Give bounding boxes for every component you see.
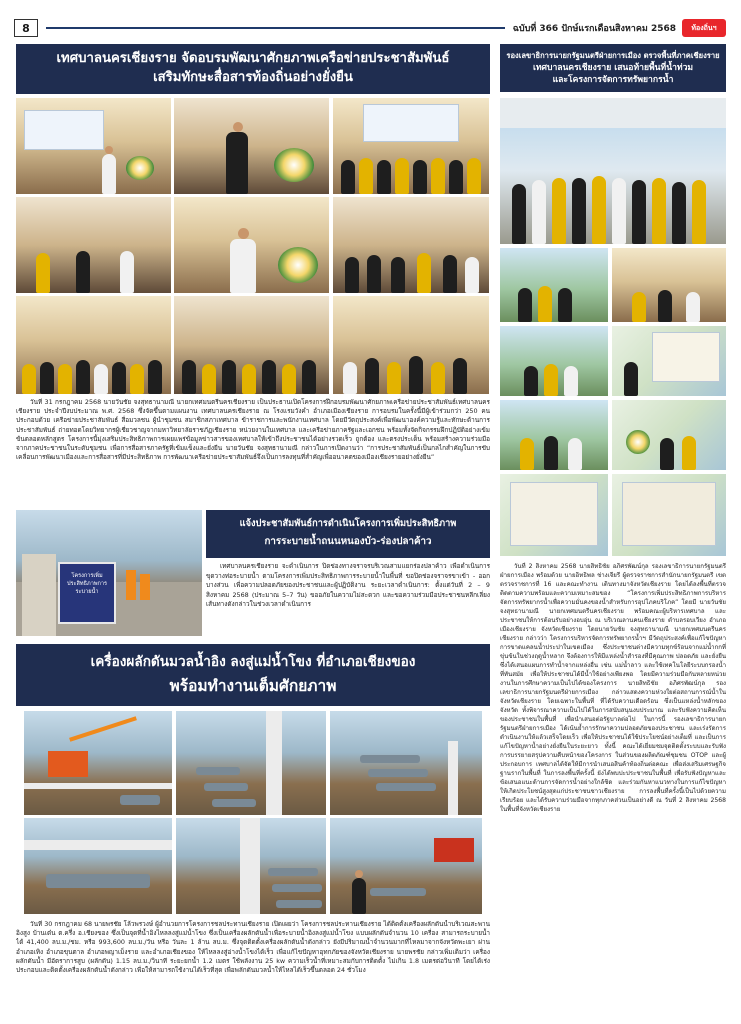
photo-opening-speech bbox=[16, 98, 171, 194]
article3-body: วันที่ 30 กรกฎาคม 68 นายพรชัย โล้วพรวงษ์ ผู้อำนวยการโครงการชลประทานเชียงราย เปิดเผยว่า โครงการชลประทานเชียงราย ได้ติดตั้งเครื่องผลักดันน้ำบริเวณสะพานอิงสูง บ้านเต๋น ต.ครึ่ง อ.เชียงของ ซึ่งเป็นจุดที่น้ำอิงไหลลงสู่แม่น้ำโขง ซึ่งเป็นเครื่องผลักดันน้ำเพื่อระบายน้ำอิงลงสู่แม่น้ำโขง แบบผลักดันจำนวน 10 เครื่อง สามารถระบายน้ำได้ 41,400 ลบ.ม./ชม. หรือ 993,600 ลบ.ม./วัน หรือ วันละ 1 ล้าน ลบ.ม. ซึ่งจุดติดตั้งเครื่องผลักดันน้ำดังกล่าว ยังมีปริมาณน้ำจำนวนมากที่ไหลมาจากจังหวัดพะเยา ผ่านอำเภอเทิง อำเภอขุนตาล อำเภอพญาเม็งราย และอำเภอเชียงของ ให้ไหลลงสู่อ่างน้ำโขงได้เร็ว เพื่อแก้ไขปัญหาอุทกภัยของจังหวัดเชียงราย นายพรชัย กล่าวเพิ่มเติมว่า เครื่องผลักดันน้ำ มีอัตราการสูบ (ผลักดัน) 1.15 ลบ.ม./วินาที ระยะยกน้ำ 1.2 เมตร ใช้พลังงาน 25 kw ความเร็วน้ำที่เหมาะสมกับการติดตั้ง ไม่เกิน 1.8 เมตรต่อวินาที โดยได้เร่งประกอบและติดตั้งเครื่องผลักดันน้ำดังกล่าว เพื่อให้สามารถใช้งานได้เร็วที่สุด เพื่อพลักดันมวลน้ำให้ไหลได้เร็วขึ้นตลอด 24 ชั่วโมง bbox=[16, 920, 490, 975]
article2-body: เทศบาลนครเชียงราย จะดำเนินการ ปิดช่องทางจราจรบริเวณสามแยกร่องปลาค้าว เพื่อดำเนินการ ขุดวางท่อระบายน้ำ ตามโครงการเพิ่มประสิทธิภาพการระบายน้ำในพื้นที่ ขอปิดช่องจราจรขาเข้า - ออก บางส่วน เพื่อความปลอดภัยของประชาชนและผู้ปฏิบัติงาน ระยะเวลาดำเนินการ: ตั้งแต่วันที่ 2 – 9 สิงหาคม 2568 (ประมาณ 5–7 วัน) ขออภัยในความไม่สะดวก และขอความร่วมมือประชาชนหลีกเลี่ยงเส้นทางดังกล่าวในช่วงเวลาดำเนินการ bbox=[206, 562, 490, 609]
article2-title-line1: แจ้งประชาสัมพันธ์การดำเนินโครงการเพิ่มประสิทธิภาพ bbox=[239, 518, 457, 529]
photo-crane-truck bbox=[24, 711, 172, 815]
photo-audience-right bbox=[333, 296, 489, 394]
photo-mayor-speaking bbox=[174, 197, 329, 293]
photo-seated-guests bbox=[16, 197, 171, 293]
page-number: 8 bbox=[14, 19, 38, 37]
article1-title-line1: เทศบาลนครเชียงราย จัดอบรมพัฒนาศักยภาพเครือข่ายประชาสัมพันธ์ bbox=[56, 51, 450, 66]
photo-presentation bbox=[500, 400, 608, 470]
page-header bbox=[14, 18, 726, 38]
article2-title bbox=[206, 510, 490, 558]
photo-otop-table bbox=[612, 400, 726, 470]
article1-body: วันที่ 31 กรกฎาคม 2568 นายวันชัย จงสุทธานามณี นายกเทศมนตรีนครเชียงราย เป็นประธานเปิดโครงการฝึกอบรมพัฒนาศักยภาพเครือข่ายประชาสัมพันธ์เทศบาลนครเชียงราย ประจำปีงบประมาณ พ.ศ. 2568 ซึ่งจัดขึ้นตามแผนงาน เทศบาลนครเชียงราย ณ โรงแรมวังคำ อำเภอเมืองเชียงราย การอบรมในครั้งนี้มีผู้เข้าร่วมกว่า 250 คน ประกอบด้วย เครือข่ายประชาสัมพันธ์ สื่อมวลชน ผู้นำชุมชน สมาชิกสภาเทศบาล ข้าราชการและพนักงานเทศบาล โดยมีวัตถุประสงค์เพื่อพัฒนาองค์ความรู้และทักษะด้านการประชาสัมพันธ์ ถ่ายทอดโดยวิทยากรผู้เชี่ยวชาญจากมหาวิทยาลัยราชภัฏเชียงราย หน่วยงานในเทศบาล และเครือข่ายภาครัฐและเอกชน พร้อมทั้งจัดกิจกรรมฝึกปฏิบัติอย่างเข้มข้นตลอดหลักสูตร โครงการนี้มุ่งเสริมประสิทธิภาพการเผยแพร่ข้อมูลข่าวสารของเทศบาลให้เข้าถึงประชาชนได้อย่างรวดเร็ว ถูกต้อง และตรงประเด็น พร้อมสร้างความร่วมมือจากภาคประชาชนในระดับชุมชน เพื่อการสื่อสารภาครัฐที่เข้มแข็งและยั่งยืน นายวันชัย จงสุทธานามณี กล่าวในการเปิดงานว่า “การประชาสัมพันธ์เป็นกลไกสำคัญในการขับเคลื่อนการพัฒนาเมืองและการสื่อสารที่มีประสิทธิภาพ การพัฒนาเครือข่ายประชาสัมพันธ์จึงเป็นการลงทุนที่สำคัญเพื่ออนาคตของเมืองเชียงรายอย่างยั่งยืน” bbox=[16, 398, 490, 462]
photo-group-stage bbox=[333, 98, 489, 194]
article3-title-line2: พร้อมทำงานเต็มศักยภาพ bbox=[169, 677, 337, 695]
photo-project-map bbox=[612, 326, 726, 396]
article2-title-line2: การระบายน้ำถนนหนองบัว-ร่องปลาค้าว bbox=[264, 536, 432, 547]
photo-mayor-podium bbox=[174, 98, 329, 194]
sidebar-title-line2: เทศบาลนครเชียงราย เสนอท้ายพื้นที่น้ำท่วม bbox=[532, 63, 694, 73]
article3-title bbox=[16, 644, 490, 706]
sidebar-title-line3: และโครงการจัดการทรัพยากรน้ำ bbox=[552, 75, 674, 85]
article1-title-line2: เสริมทักษะสื่อสารท้องถิ่นอย่างยั่งยืน bbox=[153, 70, 353, 85]
photo-pumps-river bbox=[330, 711, 482, 815]
article1-title bbox=[16, 44, 490, 94]
photo-workers-site bbox=[330, 818, 482, 914]
photo-meeting-table bbox=[612, 248, 726, 322]
issue-line: ฉบับที่ 366 ปักษ์แรกเดือนสิงหาคม 2568 bbox=[512, 24, 676, 34]
road-sign bbox=[58, 562, 116, 624]
road-sign-text: โครงการเพิ่มประสิทธิภาพการระบายน้ำ bbox=[66, 573, 108, 595]
header-rule bbox=[46, 27, 505, 29]
sidebar-title bbox=[500, 44, 726, 92]
photo-road-work bbox=[16, 510, 202, 636]
photo-riverbank bbox=[500, 326, 608, 396]
photo-map-board-1 bbox=[500, 474, 608, 556]
photo-front-row bbox=[333, 197, 489, 293]
photo-audience-left bbox=[16, 296, 171, 394]
photo-pump-row bbox=[176, 818, 326, 914]
photo-pumps-bridge bbox=[176, 711, 326, 815]
photo-group-tent bbox=[500, 98, 726, 244]
photo-flooded-bridge bbox=[24, 818, 172, 914]
photo-map-board-2 bbox=[612, 474, 726, 556]
photo-audience-center bbox=[174, 296, 329, 394]
sidebar-body: วันที่ 2 สิงหาคม 2568 นายสิทธิชัย อภิศรพัฒน์กุล รองเลขาธิการนายกรัฐมนตรีฝ่ายการเมือง พร้อมด้วย นายอิทธิพล ช่างเจียรี ผู้ตรวจราชการสำนักนายกรัฐมนตรี เขตตรวจราชการที่ 16 และคณะทำงาน เดินทางมาจังหวัดเชียงราย โดยได้ลงพื้นที่ตรวจติดตามความพร้อมและความเหมาะสมของ “โครงการเพิ่มประสิทธิภาพการบริหารจัดการทรัพยากรน้ำเพื่อความมั่นคงของน้ำสำหรับการอุปโภคบริโภค” โดยมี นายวันชัย จงสุทธานามณี นายกเทศมนตรีนครเชียงราย พร้อมคณะผู้บริหารเทศบาล และประชาชนให้การต้อนรับอย่างอบอุ่น ณ บริเวณลานคนเชียงราย ตำบลรอบเวียง อำเภอเมืองเชียงราย จังหวัดเชียงราย โดยนายวันชัย จงสุทธานามณี นายกเทศมนตรีนครเชียงราย กล่าวว่า โครงการบริหารจัดการทรัพยากรน้ำฯ มีวัตถุประสงค์เพื่อแก้ไขปัญหาการขาดแคลนน้ำประปาในเขตเมือง ซึ่งประชาชนต่างมีความทุกข์ร้อนจากแม่น้ำกกที่ขุ่นข้นในช่วงฤดูน้ำหลาก จึงต้องการให้มีแหล่งน้ำสำรองที่มีคุณภาพ ปลอดภัย และยั่งยืน ซึ่งได้เสนอแผนการทำน้ำจากแหล่งอื่น เช่น แม่น้ำลาว และใช้เทคโนโลยีระบบกรองน้ำที่ทันสมัย เพื่อให้ประชาชนได้มีน้ำใช้อย่างเพียงพอ โดยมีความร่วมมือกันหลายหน่วยงานในการศึกษาความเป็นไปได้ของโครงการ นายสิทธิชัย อภิศรพัฒน์กุล รองเลขาธิการนายกรัฐมนตรีฝ่ายการเมือง กล่าวแสดงความห่วงใยต่อสถานการณ์น้ำในจังหวัดเชียงราย โดยเฉพาะในพื้นที่ ที่ได้รับความเดือดร้อน ซึ่งเป็นแหล่งน้ำหลักของจังหวัด ทั้งพิจารณาความเป็นไปได้ในการสนับสนุนงบประมาณ และรับฟังความคิดเห็นของประชาชนในพื้นที่ เพื่อนำเสนอต่อรัฐบาลต่อไป ในการนี้ รองเลขาธิการนายกรัฐมนตรีฝ่ายการเมือง ได้เน้นย้ำการรักษาความปลอดภัยของประชาชน และเร่งรัดการดำเนินงานให้แล้วเสร็จโดยเร็ว เพื่อให้ประชาชนได้ใช้ประโยชน์อย่างเต็มที่ และเป็นการแก้ไขปัญหาน้ำอย่างยั่งยืนในระยะยาว ทั้งนี้ คณะได้เยี่ยมชมจุดติดตั้งระบบและรับฟังการบรรยายสรุปความคืบหน้าของโครงการ ในส่วนของผลิตภัณฑ์ชุมชน OTOP และผู้ประกอบการ เทศบาลได้จัดให้มีการนำเสนอสินค้าท้องถิ่นต่อคณะ เพื่อส่งเสริมเศรษฐกิจฐานรากในพื้นที่ ในการลงพื้นที่ครั้งนี้ ยังได้พบปะประชาชนในพื้นที่ เพื่อรับฟังปัญหาและข้อเสนอแนะด้านการจัดการน้ำอย่างใกล้ชิด และร่วมกันหาแนวทางในการแก้ไขปัญหาให้เกิดประโยชน์สูงสุดแก่ประชาชนชาวเชียงราย การลงพื้นที่ครั้งนี้เป็นไปด้วยความเรียบร้อย และได้รับความร่วมมือจากทุกภาคส่วนเป็นอย่างดี ณ วันที่ 2 สิงหาคม 2568 ในพื้นที่จังหวัดเชียงราย bbox=[500, 563, 726, 813]
photo-site-visit bbox=[500, 248, 608, 322]
sidebar-title-line1: รองเลขาธิการนายกรัฐมนตรีฝ่ายการเมือง ตรวจพื้นที่ภาคเชียงราย bbox=[506, 51, 720, 60]
newspaper-logo: ท้องถิ่นฯ bbox=[682, 19, 726, 37]
article3-title-line1: เครื่องผลักดันมวลน้ำอิง ลงสู่แม่น้ำโขง ที่อำเภอเชียงของ bbox=[90, 654, 416, 670]
